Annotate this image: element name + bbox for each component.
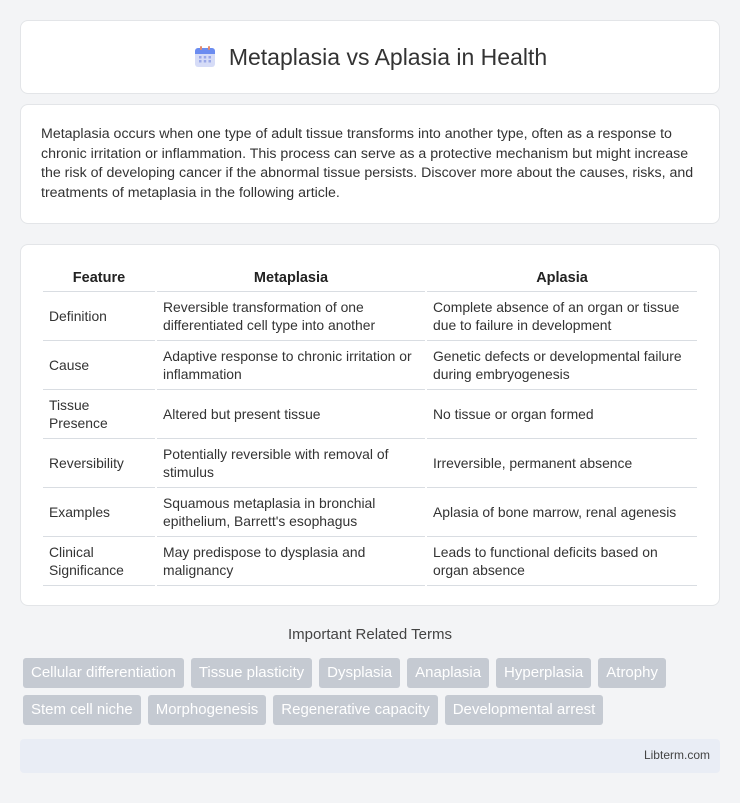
footer (20, 739, 720, 773)
table-row (43, 291, 697, 340)
related-term-tag[interactable]: Developmental arrest (445, 695, 604, 725)
row-aplasia: No tissue or organ formed (427, 389, 697, 438)
calendar-icon (193, 45, 217, 69)
table-row (43, 340, 697, 389)
related-term-tag[interactable]: Hyperplasia (496, 658, 591, 688)
row-aplasia: Irreversible, permanent absence (427, 438, 697, 487)
comparison-table (41, 265, 699, 586)
row-metaplasia: May predispose to dysplasia and malignancy (157, 536, 425, 586)
row-aplasia: Leads to functional deficits based on organ absence (427, 536, 697, 586)
header-aplasia: Aplasia (536, 270, 588, 286)
row-feature: Examples (43, 487, 155, 536)
table-row (43, 487, 697, 536)
row-aplasia: Genetic defects or developmental failure during embryogenesis (427, 340, 697, 389)
header-metaplasia: Metaplasia (253, 270, 329, 286)
row-feature: Tissue Presence (43, 389, 155, 438)
related-term-tag[interactable]: Atrophy (598, 658, 666, 688)
related-term-tag[interactable]: Anaplasia (407, 658, 489, 688)
row-metaplasia: Potentially reversible with removal of stimulus (157, 438, 425, 487)
row-aplasia: Complete absence of an organ or tissue due to failure in development (427, 291, 697, 340)
related-term-tag[interactable]: Tissue plasticity (191, 658, 312, 688)
row-metaplasia: Adaptive response to chronic irritation or inflammation (157, 340, 425, 389)
related-term-tag[interactable]: Regenerative capacity (273, 695, 437, 725)
related-term-tag[interactable]: Morphogenesis (148, 695, 267, 725)
row-feature: Reversibility (43, 438, 155, 487)
row-metaplasia: Squamous metaplasia in bronchial epithelium, Barrett's esophagus (157, 487, 425, 536)
intro-text: Metaplasia occurs when one type of adult tissue transforms into another type, often as a response to chronic irritation or inflammation. This process can serve as a protective mechanism but might increase the risk of developing cancer if the abnormal tissue persists. Discover more about the causes, risks, and treatments of metaplasia in the following article. (41, 126, 694, 201)
row-metaplasia: Altered but present tissue (157, 389, 425, 438)
related-term-tag[interactable]: Stem cell niche (23, 695, 141, 725)
page-title: Metaplasia vs Aplasia in Health (228, 43, 548, 70)
related-term-tag[interactable]: Cellular differentiation (23, 658, 184, 688)
related-terms-title: Important Related Terms (288, 626, 452, 643)
comparison-table-card (20, 244, 720, 606)
title-card (20, 20, 720, 94)
table-row (43, 389, 697, 438)
row-feature: Clinical Significance (43, 536, 155, 586)
footer-site-link[interactable]: Libterm.com (643, 748, 710, 762)
table-row (43, 438, 697, 487)
table-row (43, 536, 697, 586)
row-feature: Cause (43, 340, 155, 389)
header-feature: Feature (72, 270, 126, 286)
row-metaplasia: Reversible transformation of one differentiated cell type into another (157, 291, 425, 340)
row-aplasia: Aplasia of bone marrow, renal agenesis (427, 487, 697, 536)
row-feature: Definition (43, 291, 155, 340)
intro-card (20, 104, 720, 224)
related-terms-list (23, 658, 723, 725)
table-header-row (43, 265, 697, 291)
related-term-tag[interactable]: Dysplasia (319, 658, 400, 688)
